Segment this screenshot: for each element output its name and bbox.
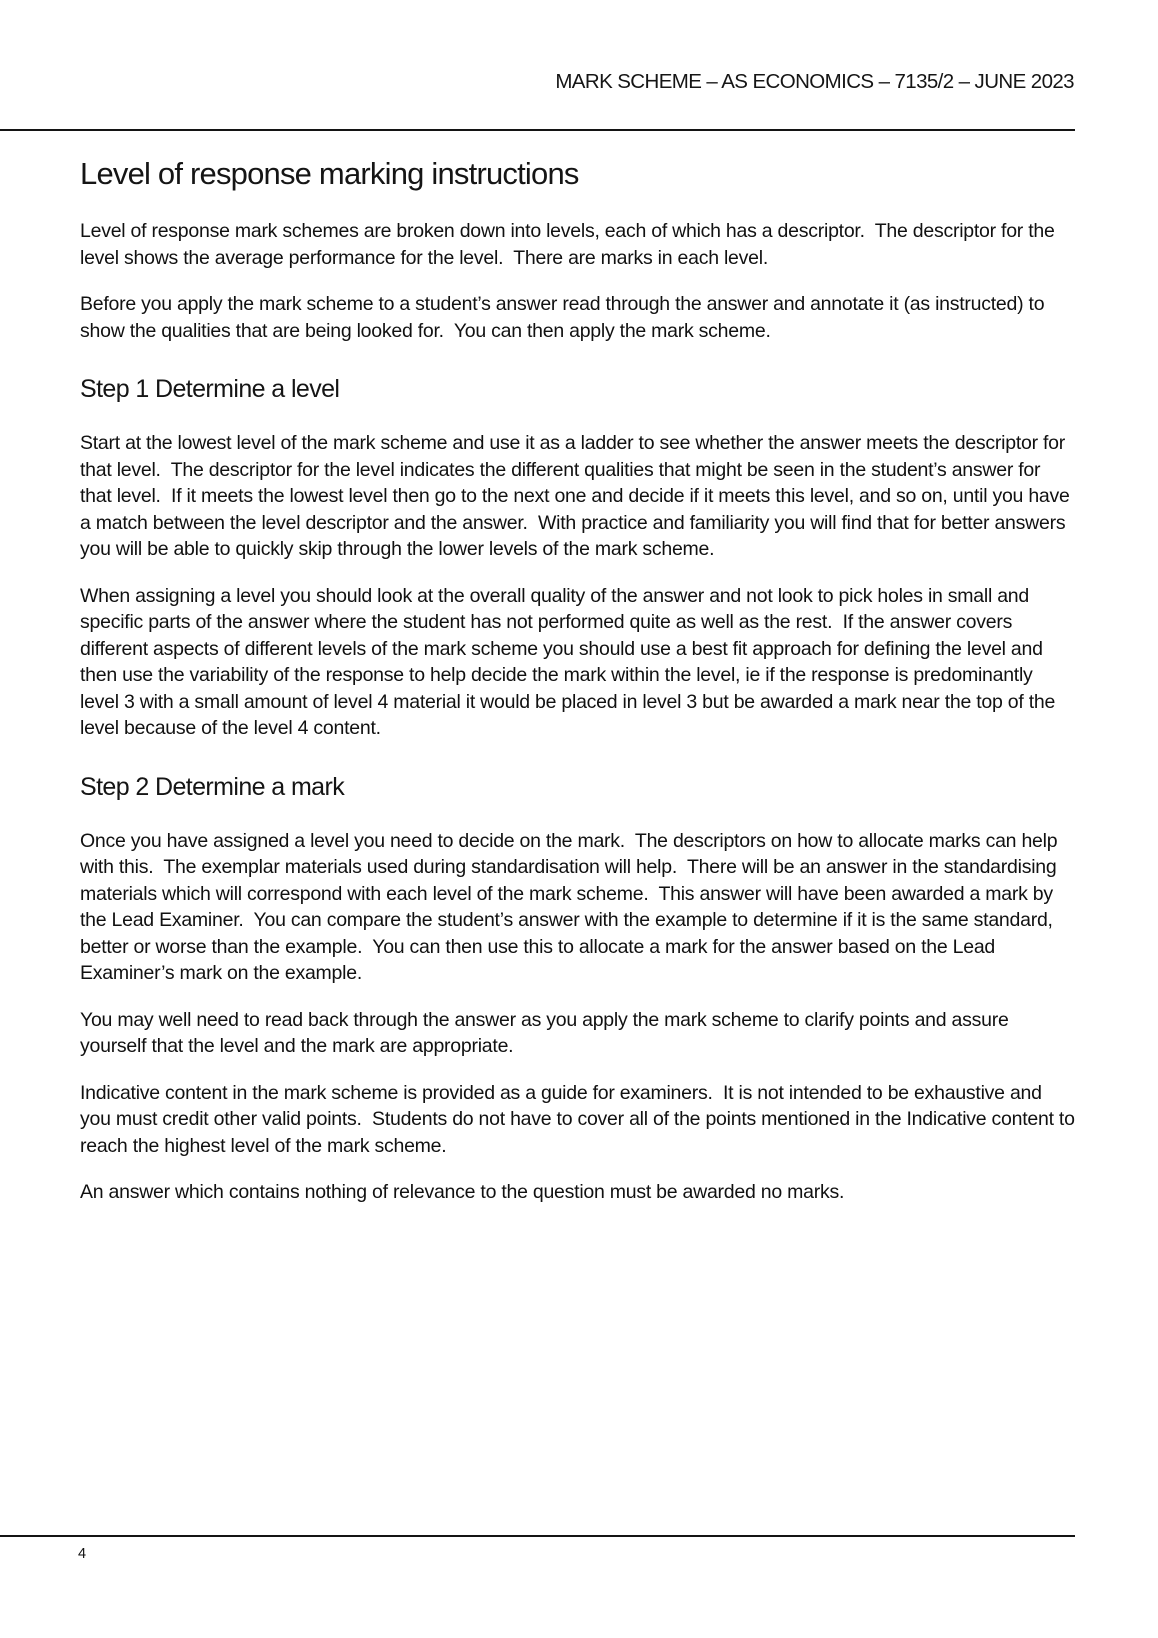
step2-paragraph: You may well need to read back through the answer as you apply the mark scheme to clarify points and assure yourself that the level and the mark are appropriate.: [80, 1008, 1014, 1057]
step1-paragraph: Start at the lowest level of the mark scheme and use it as a ladder to see whether the answer meets the descriptor for that level. The descriptor for the level indicates the different qualities that might be seen in the student’s answer for that level. If it meets the lowest level then go to the next one and decide if it meets this level, and so on, until you have a match between the level descriptor and the answer. With practice and familiarity you will find that for better answers you will be able to quickly skip through the lower levels of the mark scheme.: [80, 432, 1075, 560]
section-heading-step-2: Step 2 Determine a mark: [80, 772, 345, 801]
intro-paragraph: Level of response mark schemes are broken down into levels, each of which has a descriptor. The descriptor for the level shows the average performance for the level. There are marks in each level.: [80, 220, 1060, 269]
intro-paragraph: Before you apply the mark scheme to a student’s answer read through the answer and annotate it (as instructed) to show the qualities that are being looked for. You can then apply the mark scheme.: [80, 293, 1050, 342]
step1-paragraph: When assigning a level you should look at the overall quality of the answer and not look to pick holes in small and specific parts of the answer where the student has not performed quite as well as the rest. If the answer covers different aspects of different levels of the mark scheme you should use a best fit approach for defining the level and then use the variability of the response to help decide the mark within the level, ie if the response is predominantly level 3 with a small amount of level 4 material it would be placed in level 3 but be awarded a mark near the top of the level because of the level 4 content.: [80, 584, 1061, 739]
page-title: Level of response marking instructions: [80, 156, 579, 191]
section-heading-step-1: Step 1 Determine a level: [80, 375, 340, 403]
page-number: 4: [78, 1546, 87, 1562]
step2-paragraph: An answer which contains nothing of relevance to the question must be awarded no marks.: [80, 1181, 845, 1203]
page-content: [80, 0, 1080, 1206]
footer-rule: [0, 1535, 1075, 1537]
step2-paragraph: Once you have assigned a level you need to decide on the mark. The descriptors on how to allocate marks can help with this. The exemplar materials used during standardisation will help. There will be an answer in the standardising materials which will correspond with each level of the mark scheme. This answer will have been awarded a mark by the Lead Examiner. You can compare the student’s answer with the example to determine if it is the same standard, better or worse than the example. You can then use this to allocate a mark for the answer based on the Lead Examiner’s mark on the example.: [80, 829, 1063, 984]
step2-paragraph: Indicative content in the mark scheme is provided as a guide for examiners. It is not intended to be exhaustive and you must credit other valid points. Students do not have to cover all of the points mentioned in the Indicative content to reach the highest level of the mark scheme.: [80, 1081, 1080, 1157]
running-header: MARK SCHEME – AS ECONOMICS – 7135/2 – JUNE 2023: [555, 70, 1074, 93]
